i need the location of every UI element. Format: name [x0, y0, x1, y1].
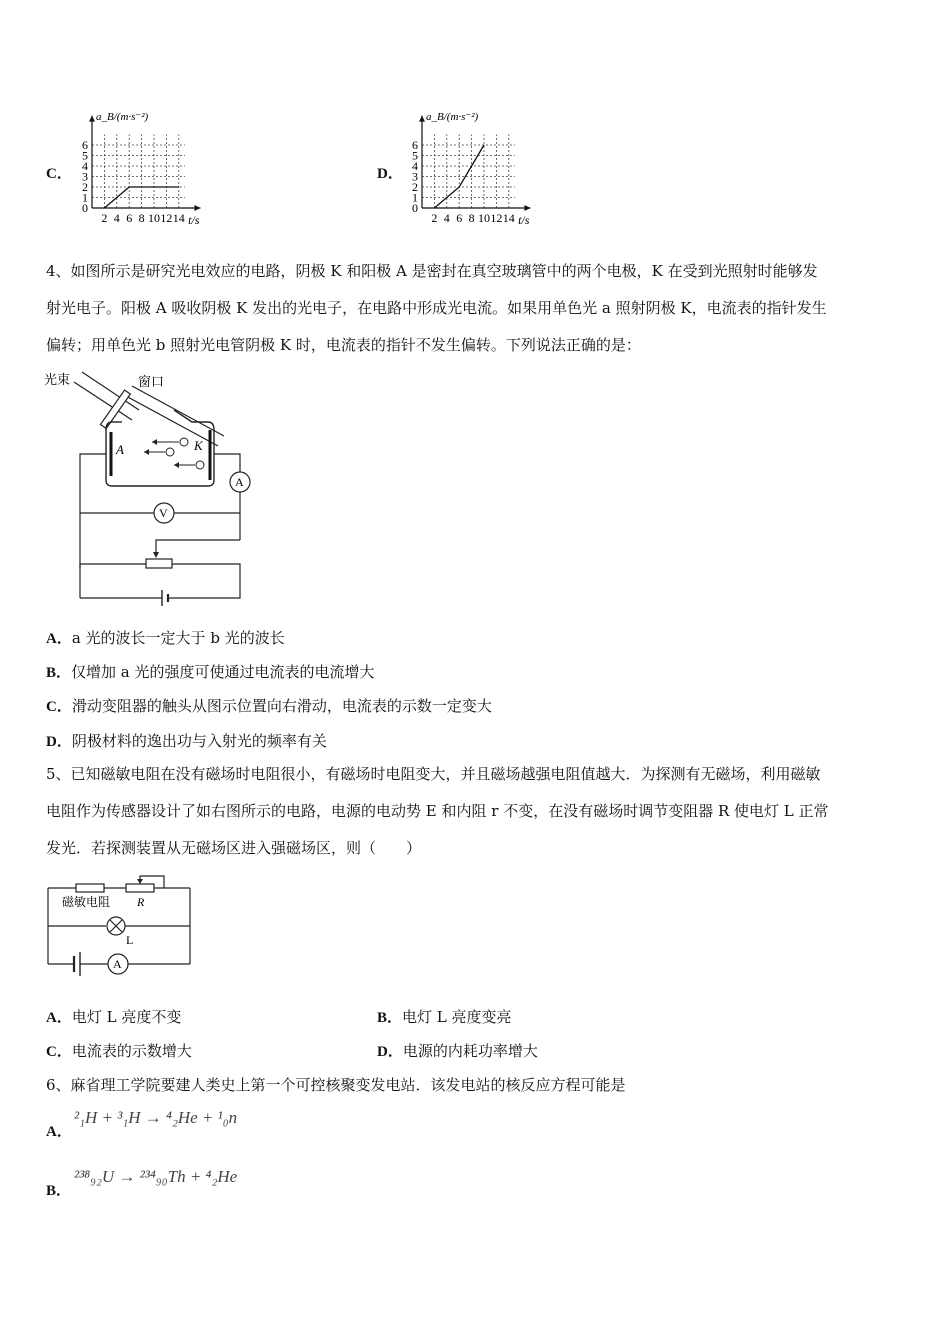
q5-option-b	[377, 1007, 512, 1028]
rheostat-label: R	[137, 895, 145, 909]
wire-left	[80, 454, 106, 568]
q5-option-b-label: B．	[377, 1010, 403, 1026]
graph-d-ytick-0: 6	[412, 138, 418, 152]
q4-line-2: 射光电子。阳极 A 吸收阴极 K 发出的光电子，在电路中形成光电流。如果用单色光 a 照射阴极 K，电流表的指针发生	[46, 299, 827, 317]
ammeter-q5-label: A	[113, 957, 122, 971]
electron-3	[196, 461, 204, 469]
magnetoresistor	[76, 884, 104, 892]
q5-option-a	[46, 1007, 181, 1028]
electron-1	[180, 438, 188, 446]
q6-option-b-label: B．	[46, 1183, 72, 1199]
graph-c-ytick-4: 2	[82, 180, 88, 194]
question-5-stem	[46, 756, 906, 867]
q5-option-b-text: 电灯 L 亮度变亮	[402, 1008, 512, 1026]
graph-c-xtick-5: 12	[160, 211, 173, 225]
light-beam-label: 光束	[44, 372, 71, 387]
graph-d-xtick-6: 14	[502, 211, 515, 225]
q6-option-b-formula: ²³⁸₉₂U → ²³⁴₉₀Th + ⁴₂He	[74, 1167, 238, 1186]
graph-d	[400, 96, 560, 226]
graph-d-xtick-4: 10	[478, 211, 490, 225]
q4-option-d	[46, 731, 327, 752]
photoelectric-circuit-figure	[44, 368, 264, 613]
q6-option-a-formula: ²₁H + ³₁H → ⁴₂He + ¹₀n	[74, 1108, 238, 1127]
graph-d-y-arrow	[419, 116, 425, 122]
anode-label: A	[116, 442, 124, 457]
graph-d-ytick-6: 0	[412, 201, 418, 215]
graph-c-xlabel: t/s	[188, 213, 200, 226]
q5-option-d	[377, 1041, 538, 1062]
graph-d-xtick-3: 8	[468, 211, 475, 225]
graph-c-ytick-1: 5	[82, 148, 88, 163]
light-ray-3	[132, 386, 224, 436]
electron-2	[166, 448, 174, 456]
graph-c	[70, 96, 230, 226]
question-4-stem	[46, 253, 906, 364]
rheostat	[146, 559, 172, 568]
graph-d-xtick-0: 2	[431, 211, 438, 225]
q5-line-3: 发光．若探测装置从无磁场区进入强磁场区，则（ ）	[46, 839, 422, 857]
graph-d-xtick-1: 4	[443, 211, 450, 225]
graph-c-ytick-0: 6	[82, 138, 88, 152]
q4-option-a-text: a 光的波长一定大于 b 光的波长	[71, 629, 285, 647]
window-label: 窗口	[138, 374, 165, 389]
q6-option-a-label: A．	[46, 1124, 72, 1140]
q4-option-c	[46, 696, 492, 717]
graph-d-xtick-5: 12	[490, 211, 503, 225]
q5-option-c-text: 电流表的示数增大	[71, 1042, 192, 1060]
lamp-label: L	[126, 933, 134, 947]
q4-option-a-label: A．	[46, 631, 72, 647]
q4-option-b-label: B．	[46, 665, 72, 681]
q4-line-3: 偏转；用单色光 b 照射光电管阴极 K 时，电流表的指针不发生偏转。下列说法正确的是：	[46, 336, 641, 354]
graph-c-xtick-1: 4	[113, 211, 120, 225]
graph-d-ytick-2: 4	[412, 159, 418, 173]
graph-c-ytick-2: 4	[82, 159, 88, 173]
q5-option-c	[46, 1041, 192, 1062]
wire-right-top	[214, 454, 240, 472]
graph-d-xtick-2: 6	[456, 211, 463, 225]
q5-option-a-text: 电灯 L 亮度不变	[71, 1008, 182, 1026]
graph-c-ytick-6: 0	[82, 201, 88, 215]
window-glass	[100, 390, 130, 428]
ammeter-label: A	[235, 475, 244, 489]
graph-c-xtick-0: 2	[101, 211, 108, 225]
q5-option-d-label: D．	[377, 1044, 403, 1060]
graph-c-xtick-3: 8	[138, 211, 145, 225]
graph-d-x-arrow	[525, 205, 531, 211]
rheostat-r	[126, 884, 154, 892]
voltmeter-label: V	[159, 506, 168, 520]
graph-c-xtick-4: 10	[148, 211, 160, 225]
graph-c-xtick-6: 14	[172, 211, 185, 225]
graph-c-ytick-3: 3	[82, 169, 88, 184]
graph-d-xlabel: t/s	[518, 213, 530, 226]
graph-c-ylabel: a_B/(m·s⁻²)	[96, 110, 149, 123]
graph-d-ytick-5: 1	[412, 190, 418, 205]
cathode-label: K	[194, 438, 203, 453]
q4-option-a	[46, 628, 285, 649]
q4-option-b-text: 仅增加 a 光的强度可使通过电流表的电流增大	[71, 663, 375, 681]
graph-d-ytick-4: 2	[412, 180, 418, 194]
magnetoresistor-label: 磁敏电阻	[62, 895, 111, 909]
q5-option-d-text: 电源的内耗功率增大	[402, 1042, 538, 1060]
magnetoresistor-circuit-figure	[44, 872, 196, 980]
graph-c-xtick-2: 6	[126, 211, 133, 225]
graph-d-ylabel: a_B/(m·s⁻²)	[426, 110, 479, 123]
q4-line-1: 4、如图所示是研究光电效应的电路，阴极 K 和阳极 A 是密封在真空玻璃管中的两个电极，K 在受到光照射时能够发	[46, 262, 818, 280]
graph-c-ytick-5: 1	[82, 190, 88, 205]
question-6-stem: 6、麻省理工学院要建人类史上第一个可控核聚变发电站．该发电站的核反应方程可能是	[46, 1076, 626, 1094]
q5-option-a-label: A．	[46, 1010, 72, 1026]
light-ray-1	[82, 372, 139, 410]
q4-option-d-label: D．	[46, 734, 72, 750]
graph-c-y-arrow	[89, 116, 95, 122]
q4-option-b	[46, 662, 375, 683]
q4-option-c-label: C．	[46, 699, 72, 715]
graph-d-ytick-3: 3	[412, 169, 418, 184]
q5-option-c-label: C．	[46, 1044, 72, 1060]
q5-line-1: 5、已知磁敏电阻在没有磁场时电阻很小，有磁场时电阻变大，并且磁场越强电阻值越大．为探测有无磁场，利用磁敏	[46, 765, 821, 783]
q5-line-2: 电阻作为传感器设计了如右图所示的电路，电源的电动势 E 和内阻 r 不变，在没有磁场时调节变阻器 R 使电灯 L 正常	[46, 802, 829, 820]
graph-c-x-arrow	[195, 205, 201, 211]
option-c-label: C．	[46, 166, 72, 182]
option-d-label: D．	[377, 166, 403, 182]
q4-option-d-text: 阴极材料的逸出功与入射光的频率有关	[71, 732, 327, 750]
q4-option-c-text: 滑动变阻器的触头从图示位置向右滑动，电流表的示数一定变大	[71, 697, 492, 715]
light-ray-4	[126, 396, 218, 446]
graph-d-ytick-1: 5	[412, 148, 418, 163]
